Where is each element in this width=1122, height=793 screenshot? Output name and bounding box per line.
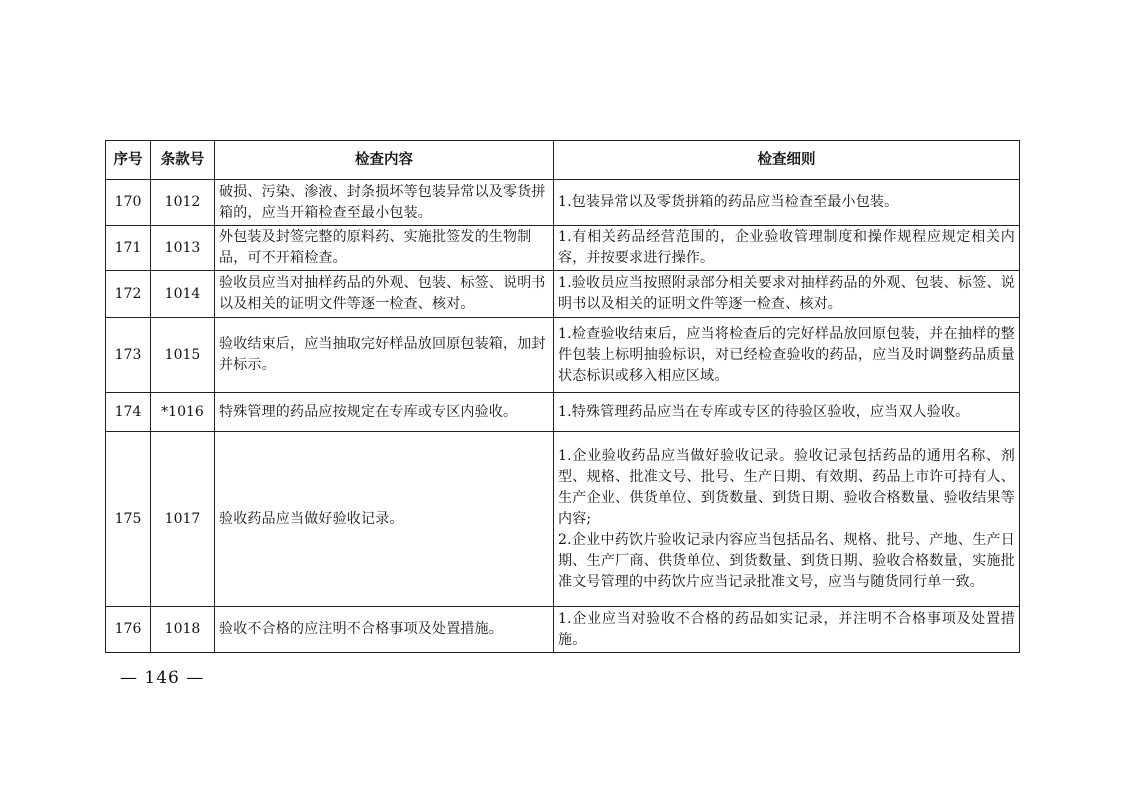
row-serial-number: 173 <box>106 318 151 393</box>
row-inspection-detail <box>554 318 1020 393</box>
row-inspection-content: 破损、污染、渗液、封条损坏等包装异常以及零货拼箱的，应当开箱检查至最小包装。 <box>215 180 554 226</box>
row-serial-number: 175 <box>106 432 151 607</box>
header-inspection-content: 检查内容 <box>215 141 554 180</box>
detail-item: 1.验收员应当按照附录部分相关要求对抽样药品的外观、包装、标签、说明书以及相关的证明文件等逐一检查、核对。 <box>558 275 1015 312</box>
page-number: — 146 — <box>120 668 205 688</box>
detail-item: 1.有相关药品经营范围的，企业验收管理制度和操作规程应规定相关内容，并按要求进行操作。 <box>558 229 1015 266</box>
header-serial-number: 序号 <box>106 141 151 180</box>
table-header-row <box>106 141 1020 180</box>
row-serial-number: 171 <box>106 226 151 271</box>
row-serial-number: 174 <box>106 393 151 432</box>
detail-item: 2.企业中药饮片验收记录内容应当包括品名、规格、批号、产地、生产日期、生产厂商、供货单位、到货数量、到货日期、验收合格数量，实施批准文号管理的中药饮片应当记录批准文号，应当与随货同行单一致。 <box>558 531 1015 590</box>
row-inspection-content: 特殊管理的药品应按规定在专库或专区内验收。 <box>215 393 554 432</box>
row-inspection-content: 外包装及封签完整的原料药、实施批签发的生物制品，可不开箱检查。 <box>215 226 554 271</box>
table-row <box>106 271 1020 318</box>
detail-item: 1.检查验收结束后，应当将检查后的完好样品放回原包装，并在抽样的整件包装上标明抽验标识，对已经检查验收的药品，应当及时调整药品质量状态标识或移入相应区域。 <box>558 325 1015 384</box>
row-serial-number: 170 <box>106 180 151 226</box>
row-clause-number: 1013 <box>151 226 215 271</box>
row-clause-number: 1017 <box>151 432 215 607</box>
row-inspection-content: 验收员应当对抽样药品的外观、包装、标签、说明书以及相关的证明文件等逐一检查、核对。 <box>215 271 554 318</box>
row-inspection-detail <box>554 607 1020 653</box>
table-row <box>106 226 1020 271</box>
row-inspection-detail <box>554 271 1020 318</box>
header-inspection-detail: 检查细则 <box>554 141 1020 180</box>
table-row <box>106 607 1020 653</box>
row-clause-number: 1015 <box>151 318 215 393</box>
row-clause-number: *1016 <box>151 393 215 432</box>
table-row <box>106 393 1020 432</box>
detail-item: 1.特殊管理药品应当在专库或专区的待验区验收，应当双人验收。 <box>558 403 970 420</box>
row-inspection-detail <box>554 432 1020 607</box>
row-clause-number: 1018 <box>151 607 215 653</box>
detail-item: 1.包装异常以及零货拼箱的药品应当检查至最小包装。 <box>558 194 899 210</box>
row-inspection-detail <box>554 226 1020 271</box>
table-row <box>106 432 1020 607</box>
table-row <box>106 318 1020 393</box>
row-inspection-content: 验收结束后，应当抽取完好样品放回原包装箱，加封并标示。 <box>215 318 554 393</box>
row-serial-number: 176 <box>106 607 151 653</box>
row-inspection-content: 验收药品应当做好验收记录。 <box>215 432 554 607</box>
inspection-table <box>105 140 1020 653</box>
row-inspection-detail <box>554 180 1020 226</box>
row-clause-number: 1012 <box>151 180 215 226</box>
row-inspection-detail <box>554 393 1020 432</box>
table-row <box>106 180 1020 226</box>
row-clause-number: 1014 <box>151 271 215 318</box>
detail-item: 1.企业应当对验收不合格的药品如实记录，并注明不合格事项及处置措施。 <box>558 610 1015 648</box>
detail-item: 1.企业验收药品应当做好验收记录。验收记录包括药品的通用名称、剂型、规格、批准文号、批号、生产日期、有效期、药品上市许可持有人、生产企业、供货单位、到货数量、到货日期、验收合格数量、验收结果等内容; <box>558 447 1015 527</box>
header-clause-number: 条款号 <box>151 141 215 180</box>
row-serial-number: 172 <box>106 271 151 318</box>
row-inspection-content: 验收不合格的应注明不合格事项及处置措施。 <box>215 607 554 653</box>
